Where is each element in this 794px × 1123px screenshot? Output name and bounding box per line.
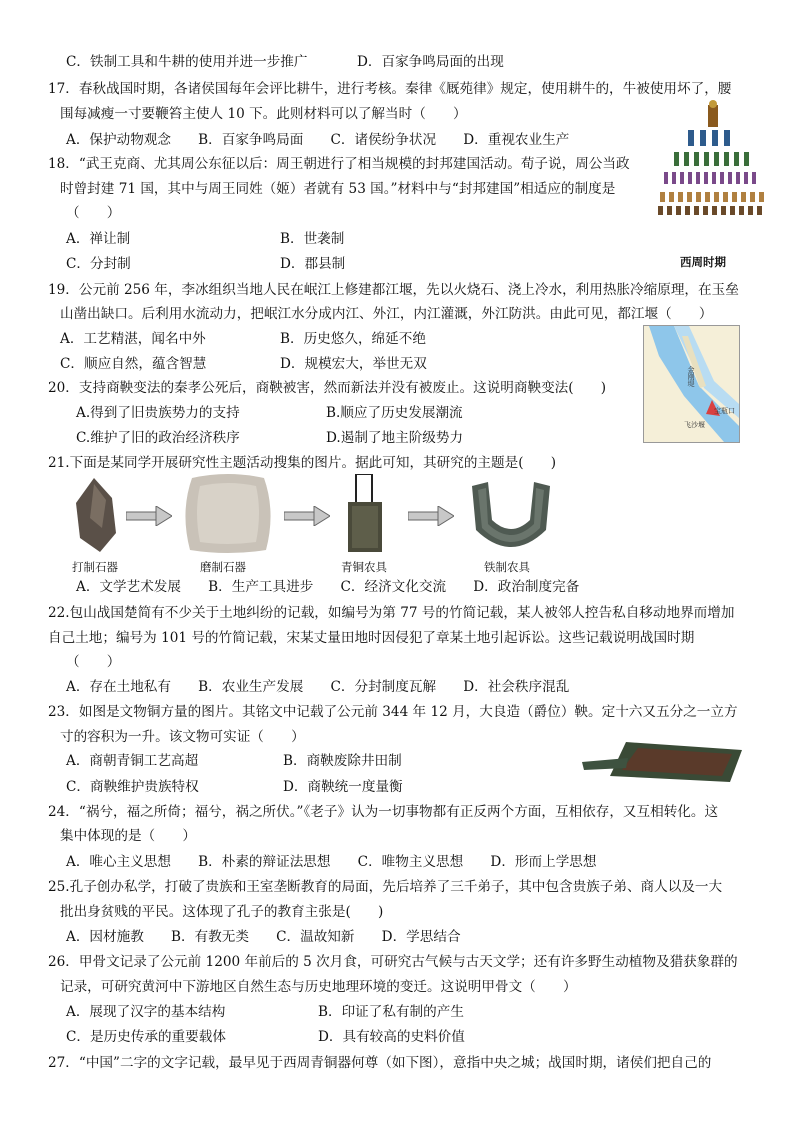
map-label-feishayan: 飞沙堰 — [684, 421, 705, 429]
q26-option-c: C．是历史传承的重要载体 — [66, 1029, 226, 1045]
q25-stem-line2: 批出身贫贱的平民。这体现了孔子的教育主张是( ) — [60, 904, 384, 920]
q19-stem-line1: 19．公元前 256 年，李冰组织当地人民在岷江上修建都江堰，先以火烧石、浇上冷水，利用热胀冷缩原理，在玉垒 — [48, 282, 739, 298]
q24-options: A．唯心主义思想 B．朴素的辩证法思想 C．唯物主义思想 D．形而上学思想 — [66, 854, 597, 870]
chipped-stone-tool-image — [72, 478, 120, 553]
q19-option-a: A．工艺精湛，闻名中外 — [60, 331, 206, 347]
q19-stem-line2: 山凿出缺口。后利用水流动力，把岷江水分成内江、外江，内江灌溉，外江防洪。由此可见，都江堰（ ） — [60, 306, 713, 322]
q19-option-d: D．规模宏大，举世无双 — [280, 356, 427, 372]
q20-option-a: A.得到了旧贵族势力的支持 — [76, 405, 240, 421]
q20-stem: 20．支持商鞅变法的秦孝公死后，商鞅被害，然而新法并没有被废止。这说明商鞅变法( ) — [48, 380, 607, 396]
arrow-icon — [126, 506, 172, 530]
q21-stem: 21.下面是某同学开展研究性主题活动搜集的图片。据此可知，其研究的主题是( ) — [48, 455, 557, 471]
pyramid-caption: 西周时期 — [680, 255, 726, 269]
q18-stem-line3: （ ） — [66, 205, 121, 221]
caption-iron-tool: 铁制农具 — [484, 560, 530, 574]
caption-polished-stone: 磨制石器 — [200, 560, 246, 574]
q24-stem-line2: 集中体现的是（ ） — [60, 828, 196, 844]
q18-option-d: D．郡县制 — [280, 256, 346, 272]
caption-bronze-tool: 青铜农具 — [341, 560, 387, 574]
q22-options: A．存在土地私有 B．农业生产发展 C．分封制度瓦解 D．社会秩序混乱 — [66, 679, 570, 695]
feudal-pyramid-figure — [656, 100, 768, 218]
q26-stem-line2: 记录，可研究黄河中下游地区自然生态与历史地理环境的变迁。这说明甲骨文（ ） — [60, 979, 577, 995]
q21-options: A．文学艺术发展 B．生产工具进步 C．经济文化交流 D．政治制度完备 — [76, 579, 580, 595]
q23-option-b: B．商鞅废除井田制 — [283, 753, 402, 769]
dujiangyan-map — [643, 325, 740, 443]
q18-stem-line1: 18．“武王克商、尤其周公东征以后：周王朝进行了相当规模的封邦建国活动。荀子说，周公当政 — [48, 156, 630, 172]
q20-option-d: D.遏制了地主阶级势力 — [326, 430, 464, 446]
q26-stem-line1: 26．甲骨文记录了公元前 1200 年前后的 5 次月食，可研究古气候与古天文学；还有许多野生动植物及猎获象群的 — [48, 954, 738, 970]
q27-stem-line1: 27．“中国”二字的文字记载，最早见于西周青铜器何尊（如下图），意指中央之城；战国时期，诸侯们把自己的 — [48, 1055, 712, 1071]
q26-option-d: D．具有较高的史料价值 — [318, 1029, 465, 1045]
q20-option-c: C.维护了旧的政治经济秩序 — [76, 430, 240, 446]
q26-option-a: A．展现了汉字的基本结构 — [66, 1004, 226, 1020]
arrow-icon — [284, 506, 330, 530]
q17-options: A．保护动物观念 B．百家争鸣局面 C．诸侯纷争状况 D．重视农业生产 — [66, 132, 570, 148]
q19-option-b: B．历史悠久，绵延不绝 — [280, 331, 426, 347]
q23-stem-line2: 寸的容积为一升。该文物可实证（ ） — [60, 729, 305, 745]
q25-stem-line1: 25.孔子创办私学，打破了贵族和王室垄断教育的局面，先后培养了三千弟子，其中包含贵族子弟、商人以及一大 — [48, 879, 723, 895]
map-label-jingangdi: 金刚堤 — [687, 366, 695, 387]
q24-stem-line1: 24．“祸兮，福之所倚；福兮，祸之所伏。”《老子》认为一切事物都有正反两个方面，互相依存，又互相转化。这 — [48, 804, 719, 820]
q18-option-c: C．分封制 — [66, 256, 131, 272]
q18-option-a: A．禅让制 — [66, 231, 131, 247]
q18-option-b: B．世袭制 — [280, 231, 345, 247]
q23-option-a: A．商朝青铜工艺高超 — [66, 753, 199, 769]
arrow-icon — [408, 506, 454, 530]
q22-stem-line2: 自己土地；编号为 101 号的竹简记载，宋某丈量田地时因侵犯了章某土地引起诉讼。这些记载说明战国时期 — [48, 630, 695, 646]
q17-stem-line1: 17．春秋战国时期，各诸侯国每年会评比耕牛，进行考核。秦律《厩苑律》规定，使用耕牛的，牛被使用坏了，腰 — [48, 81, 732, 97]
q23-stem-line1: 23．如图是文物铜方量的图片。其铭文中记载了公元前 344 年 12 月，大良造（爵位）鞅。定十六又五分之一立方 — [48, 704, 738, 720]
q18-stem-line2: 时曾封建 71 国，其中与周王同姓（姬）者就有 53 国。”材料中与“封邦建国”相适应的制度是 — [60, 181, 616, 197]
q16-option-c: C．铁制工具和牛耕的使用并进一步推广 — [66, 54, 308, 70]
iron-tool-image — [470, 480, 552, 554]
map-label-baopingkou: 宝瓶口 — [714, 407, 735, 415]
q20-option-b: B.顺应了历史发展潮流 — [326, 405, 463, 421]
caption-chipped-stone: 打制石器 — [72, 560, 118, 574]
q19-option-c: C．顺应自然，蕴含智慧 — [60, 356, 207, 372]
bronze-tool-image — [342, 474, 388, 554]
bronze-measure-image — [582, 740, 744, 784]
q22-stem-line3: （ ） — [66, 654, 121, 670]
q22-stem-line1: 22.包山战国楚简有不少关于土地纠纷的记载，如编号为第 77 号的竹简记载，某人被邻人控告私自移动地界而增加 — [48, 605, 735, 621]
q23-option-c: C．商鞅维护贵族特权 — [66, 779, 199, 795]
q25-options: A．因材施教 B．有教无类 C．温故知新 D．学思结合 — [66, 929, 461, 945]
polished-stone-tool-image — [180, 472, 276, 554]
q23-option-d: D．商鞅统一度量衡 — [283, 779, 403, 795]
q26-option-b: B．印证了私有制的产生 — [318, 1004, 464, 1020]
q17-stem-line2: 围每减瘦一寸要鞭笞主使人 10 下。此则材料可以了解当时（ ） — [60, 106, 467, 122]
q16-option-d: D．百家争鸣局面的出现 — [357, 54, 504, 70]
